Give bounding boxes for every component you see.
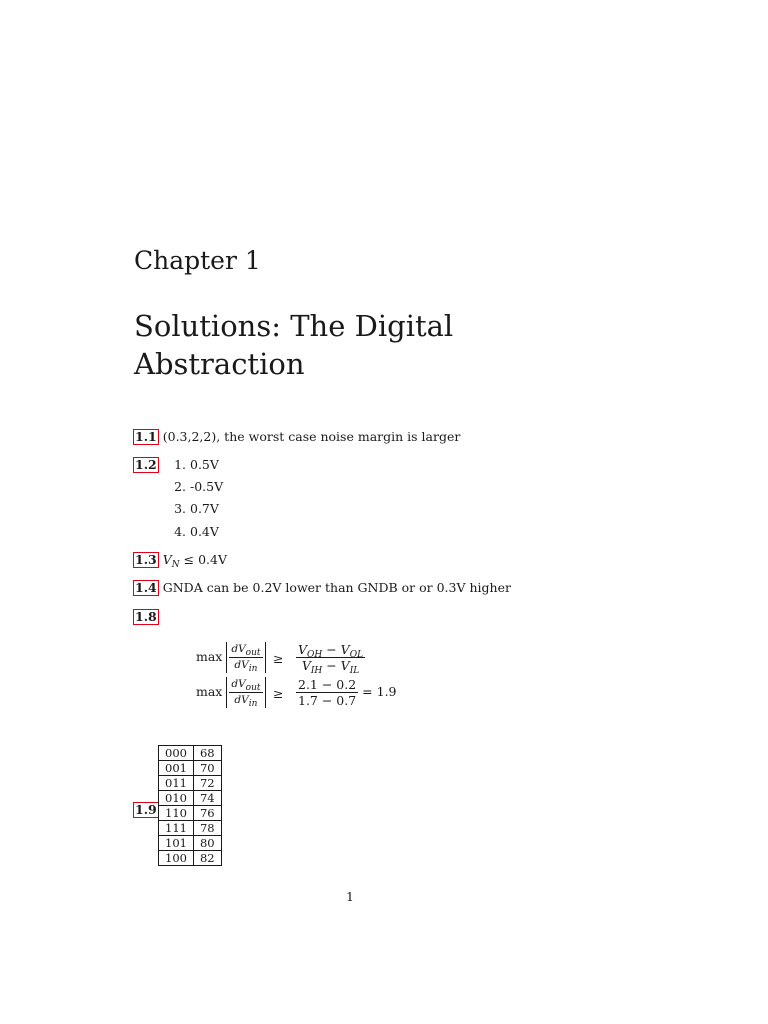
table-row — [159, 791, 222, 806]
table — [158, 745, 222, 866]
value-cell: 74 — [193, 791, 221, 806]
problem-1-8 — [133, 609, 159, 625]
table-row — [159, 761, 222, 776]
chapter-title-line-2: Abstraction — [134, 347, 305, 381]
table-row — [159, 836, 222, 851]
page-number: 1 — [346, 889, 354, 904]
code-cell: 010 — [159, 791, 194, 806]
table-row — [159, 806, 222, 821]
value-cell: 82 — [193, 851, 221, 866]
table-row — [159, 821, 222, 836]
problem-1-3 — [133, 552, 227, 568]
code-cell: 000 — [159, 746, 194, 761]
code-table — [158, 745, 222, 866]
chapter-title-line-1: Solutions: The Digital — [134, 309, 454, 343]
problem-link-1-9[interactable]: 1.9 — [135, 802, 157, 817]
problem-link-1-1[interactable]: 1.1 — [135, 429, 157, 444]
chapter-heading: Chapter 1 — [134, 246, 261, 275]
code-cell: 111 — [159, 821, 194, 836]
table-row — [159, 851, 222, 866]
value-cell: 78 — [193, 821, 221, 836]
chapter-title — [134, 307, 534, 383]
code-cell: 100 — [159, 851, 194, 866]
list-item: 2. -0.5V — [174, 479, 224, 494]
list-item: 1. 0.5V — [174, 457, 219, 472]
code-cell: 101 — [159, 836, 194, 851]
table-row — [159, 746, 222, 761]
problem-link-1-2[interactable]: 1.2 — [135, 457, 157, 472]
problem-link-1-3[interactable]: 1.3 — [135, 552, 157, 567]
code-cell: 011 — [159, 776, 194, 791]
value-cell: 76 — [193, 806, 221, 821]
table-row — [159, 776, 222, 791]
value-cell: 72 — [193, 776, 221, 791]
problem-link-1-4[interactable]: 1.4 — [135, 580, 157, 595]
problem-1-2 — [133, 457, 159, 473]
value-cell: 80 — [193, 836, 221, 851]
value-cell: 68 — [193, 746, 221, 761]
problem-1-4 — [133, 580, 511, 596]
problem-1-3-expression: $V_N \le 0.4V$ — [162, 552, 227, 570]
list-item: 3. 0.7V — [174, 501, 219, 516]
value-cell: 70 — [193, 761, 221, 776]
problem-1-1-text: (0.3,2,2), the worst case noise margin is larger — [162, 429, 461, 444]
code-cell: 110 — [159, 806, 194, 821]
list-item: 4. 0.4V — [174, 524, 219, 539]
problem-1-4-text: GNDA can be 0.2V lower than GNDB or or 0.3V higher — [162, 580, 511, 595]
code-cell: 001 — [159, 761, 194, 776]
problem-link-1-8[interactable]: 1.8 — [135, 609, 157, 624]
problem-1-9 — [133, 802, 159, 818]
problem-1-1 — [133, 429, 460, 445]
